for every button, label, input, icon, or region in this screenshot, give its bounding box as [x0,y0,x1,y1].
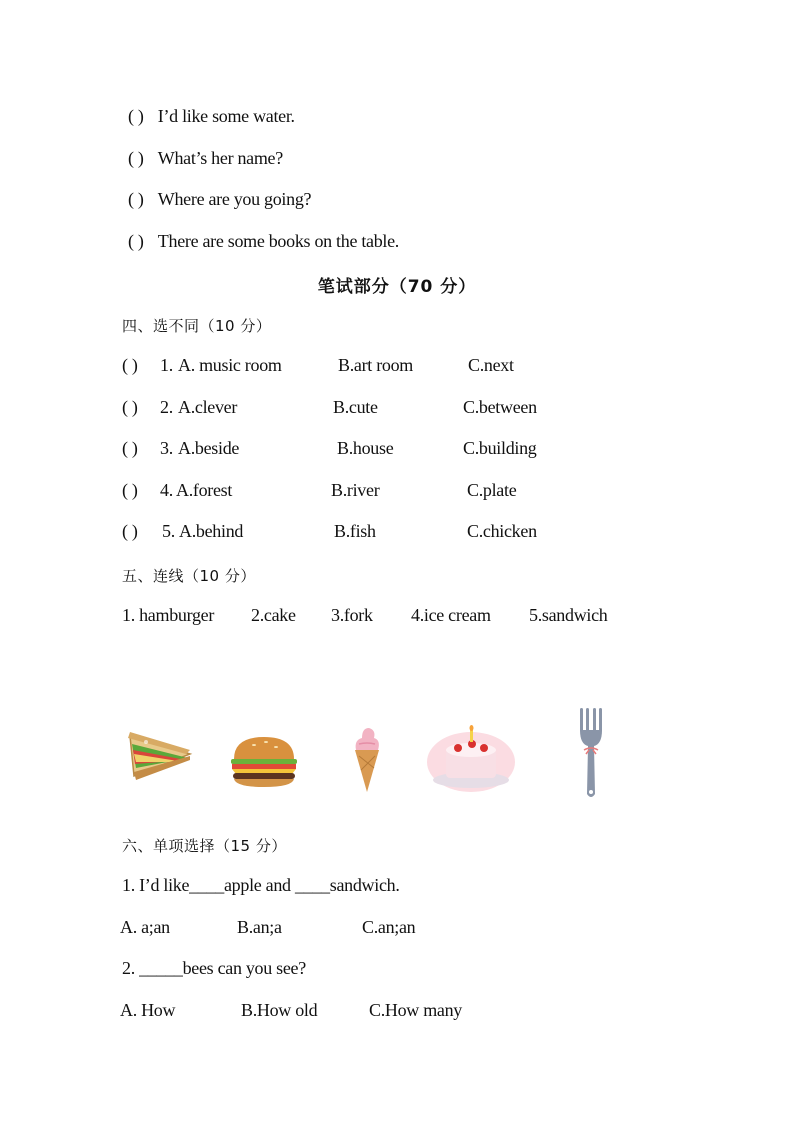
answer-blank[interactable]: ( ) [122,355,138,375]
option-c: C.chicken [467,521,537,541]
list-item [122,521,138,542]
sentence: I’d like some water. [157,106,295,126]
option-b: B.cute [333,397,378,417]
cake-image[interactable] [426,722,516,794]
page-title: 笔试部分（70 分） [317,277,477,297]
option-b: B.art room [338,355,413,375]
match-word[interactable]: 2.cake [251,605,296,625]
list-item [122,355,138,376]
list-item [122,480,138,501]
answer-blank[interactable]: ( ) [128,189,144,209]
option-b[interactable]: B.an;a [237,917,282,937]
question-number: 2. [160,397,173,417]
answer-blank[interactable]: ( ) [128,106,144,126]
option-a: A.behind [179,521,244,541]
answer-blank[interactable]: ( ) [122,397,138,417]
question-number: 5. [162,521,175,541]
option-a: A.forest [176,480,233,500]
sandwich-image[interactable] [124,724,196,788]
option-a: A. music room [178,355,282,375]
question-text: 1. I’d like____apple and ____sandwich. [122,875,400,895]
question-number: 3. [160,438,173,458]
section-heading: 四、选不同（10 分） [122,317,272,335]
answer-blank[interactable]: ( ) [122,438,138,458]
option-a: A.clever [178,397,238,417]
answer-blank[interactable]: ( ) [122,521,138,541]
answer-blank[interactable]: ( ) [122,480,138,500]
list-item [128,189,311,210]
match-word[interactable]: 1. hamburger [122,605,215,625]
fork-image[interactable] [576,706,606,802]
option-b: B.fish [334,521,376,541]
sentence: What’s her name? [157,148,283,168]
match-word[interactable]: 3.fork [331,605,373,625]
list-item [128,148,283,169]
option-c: C.next [468,355,514,375]
question-text: 2. _____bees can you see? [122,958,306,978]
option-a[interactable]: A. How [120,1000,176,1020]
option-b[interactable]: B.How old [241,1000,318,1020]
question-number: 1. [160,355,173,375]
option-a: A.beside [178,438,240,458]
hamburger-image[interactable] [226,733,302,789]
list-item [128,106,295,127]
option-a[interactable]: A. a;an [120,917,170,937]
question-number: 4. [160,480,173,500]
section-heading: 五、连线（10 分） [122,567,256,585]
option-c: C.plate [467,480,517,500]
list-item [122,397,138,418]
option-c[interactable]: C.an;an [362,917,416,937]
ice-cream-image[interactable] [350,724,384,794]
option-c: C.building [463,438,537,458]
match-word[interactable]: 5.sandwich [529,605,608,625]
option-b: B.river [331,480,380,500]
section-heading: 六、单项选择（15 分） [122,837,287,855]
match-word[interactable]: 4.ice cream [411,605,491,625]
answer-blank[interactable]: ( ) [128,148,144,168]
option-b: B.house [337,438,394,458]
option-c[interactable]: C.How many [369,1000,462,1020]
sentence: Where are you going? [157,189,312,209]
answer-blank[interactable]: ( ) [128,231,144,251]
list-item [122,438,138,459]
list-item [128,231,399,252]
option-c: C.between [463,397,537,417]
sentence: There are some books on the table. [157,231,400,251]
